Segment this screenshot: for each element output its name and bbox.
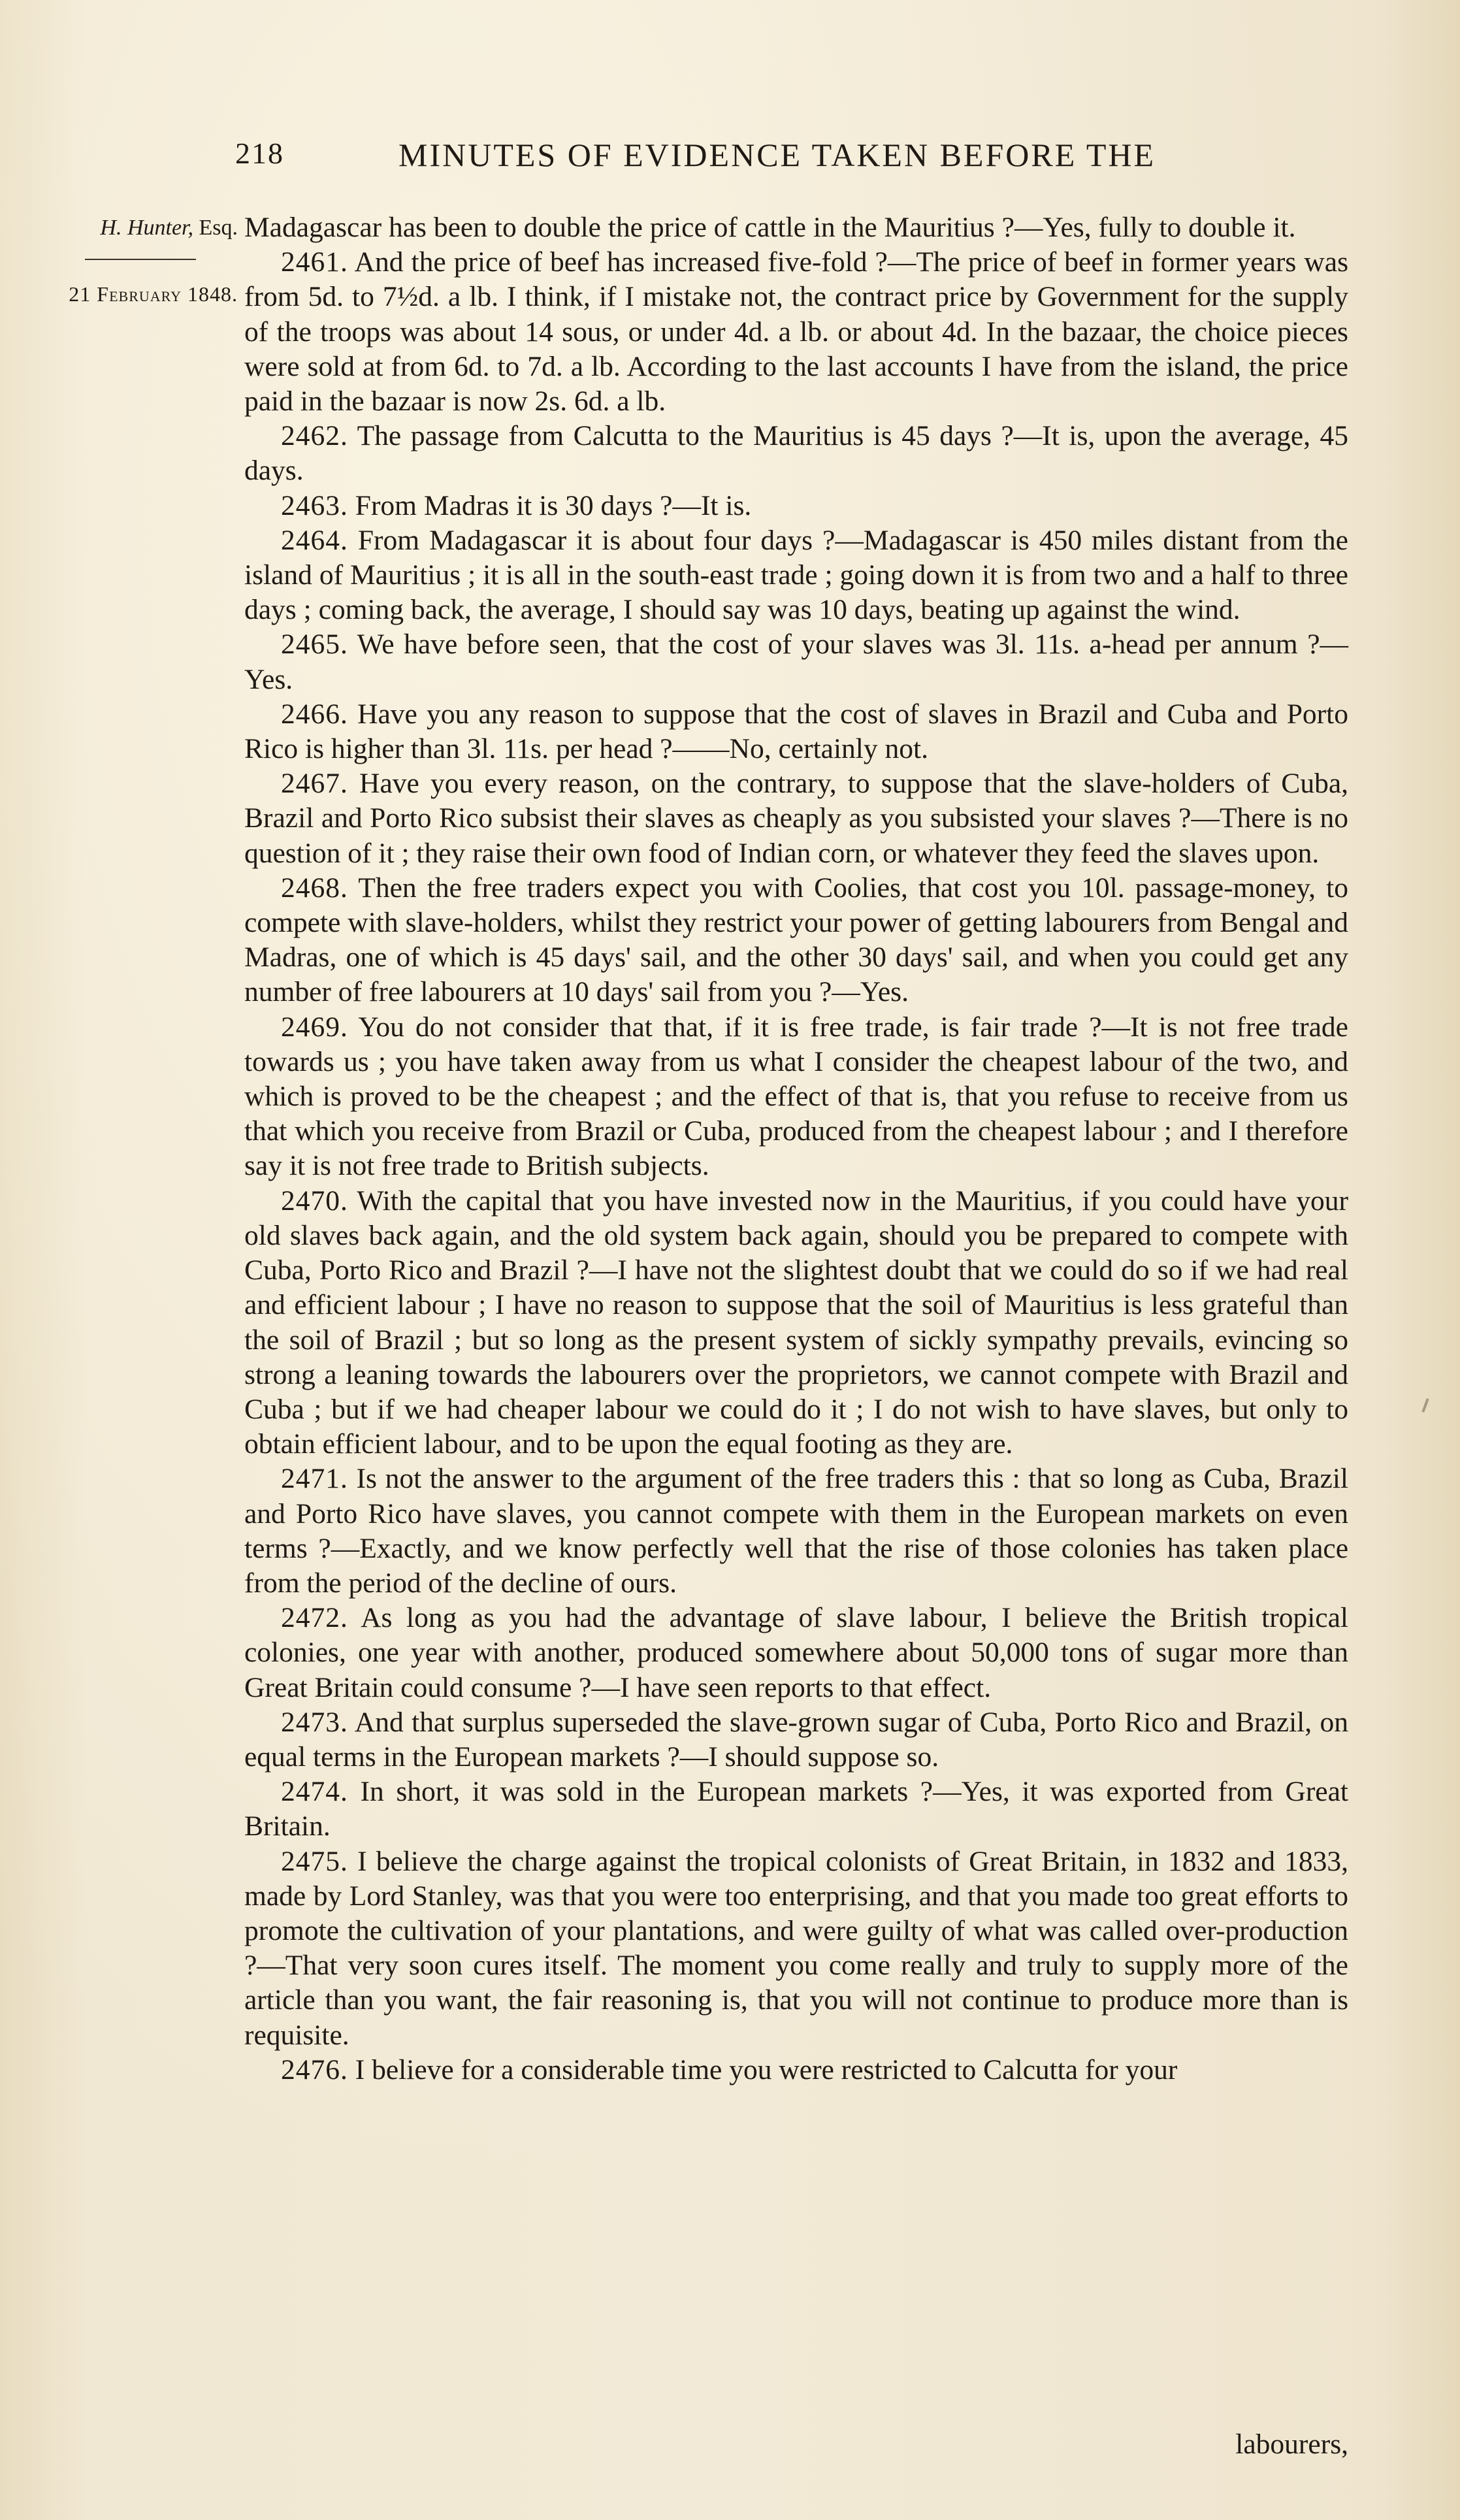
question-number: 2467.: [281, 768, 348, 800]
question-number: 2468.: [281, 872, 348, 904]
question-number: 2464.: [281, 524, 348, 556]
paragraph-text: In short, it was sold in the European markets ?—Yes, it was exported from Great Britain.: [244, 1776, 1349, 1842]
paragraph-text: With the capital that you have invested now in the Mauritius, if you could have your old slaves back again, and the old system back again, should you be prepared to compete with Cuba, Porto Rico and Brazil ?—I have not the slightest doubt that we could do so if we had real and efficient labour ; I have no reason to suppose that the soil of Mauritius is less grateful than the soil of Brazil ; but so long as the present system of sickly sympathy prevails, evincing so strong a leaning towards the labourers over the proprietors, we cannot compete with Brazil and Cuba ; but if we had cheaper labour we could do it ; I do not wish to have slaves, but only to obtain efficient labour, and to be upon the equal footing as they are.: [244, 1185, 1348, 1460]
question-number: 2476.: [281, 2054, 348, 2086]
paragraph: [244, 489, 1348, 523]
paragraph: [244, 1462, 1348, 1601]
question-number: 2475.: [281, 1845, 348, 1877]
date-margin-note: 21 February 1848.: [69, 282, 238, 306]
page-number: 218: [235, 137, 284, 170]
question-number: 2461.: [281, 246, 348, 278]
paragraph-text: You do not consider that that, if it is free trade, is fair trade ?—It is not free trade towards us ; you have taken away from us what I consider the cheapest labour of the two, and which is proved to be the cheapest ; and the effect of that is, that you refuse to receive from us that which you receive from Brazil or Cuba, produced from the cheapest labour ; and I therefore say it is not free trade to British subjects.: [244, 1011, 1348, 1182]
question-number: 2462.: [281, 420, 348, 452]
paragraph-text: I believe the charge against the tropical colonists of Great Britain, in 1832 and 1833, made by Lord Stanley, was that you were too enterprising, and that you made too great efforts to promote the cultivation of your plantations, and were guilty of what was called over-production ?—That very soon cures itself. The moment you come really and truly to supply more of the article than you want, the fair reasoning is, that you will not continue to produce more than is requisite.: [244, 1845, 1349, 2051]
paragraph-text: And the price of beef has increased five-fold ?—The price of beef in former years was from 5d. to 7½d. a lb. I think, if I mistake not, the contract price by Government for the supply of the troops was about 14 sous, or under 4d. a lb. or about 4d. In the bazaar, the choice pieces were sold at from 6d. to 7d. a lb. According to the last accounts I have from the island, the price paid in the bazaar is now 2s. 6d. a lb.: [244, 246, 1348, 417]
paragraph: [244, 419, 1348, 488]
running-title: MINUTES OF EVIDENCE TAKEN BEFORE THE: [398, 137, 1156, 173]
paragraph-text: We have before seen, that the cost of your slaves was 3l. 11s. a-head per annum ?—Yes.: [244, 629, 1348, 695]
paragraph: [244, 2053, 1348, 2087]
paragraph: [244, 871, 1348, 1010]
question-number: 2469.: [281, 1011, 348, 1043]
witness-name: H. Hunter,: [100, 216, 193, 240]
question-number: 2463.: [281, 489, 348, 521]
catchword: labourers,: [1235, 2429, 1348, 2460]
paragraph-text: Madagascar has been to double the price of cattle in the Mauritius ?—Yes, fully to double it.: [244, 212, 1296, 243]
paragraph: [244, 245, 1348, 419]
paragraph-text: Have you any reason to suppose that the cost of slaves in Brazil and Cuba and Porto Rico is higher than 3l. 11s. per head ?——No, certainly not.: [244, 698, 1349, 765]
paragraph-text: Have you every reason, on the contrary, to suppose that the slave-holders of Cuba, Brazil and Porto Rico subsist their slaves as cheaply as you subsisted your slaves ?—There is no question of it ; they raise their own food of Indian corn, or whatever they feed the slaves upon.: [244, 768, 1348, 869]
paragraph: [244, 1844, 1348, 2053]
paragraph: [244, 1184, 1348, 1462]
paragraph-text: From Madagascar it is about four days ?—Madagascar is 450 miles distant from the island of Mauritius ; it is all in the south-east trade ; going down it is from two and a half to three days ; coming back, the average, I should say was 10 days, beating up against the wind.: [244, 524, 1348, 626]
paragraph-text: Is not the answer to the argument of the free traders this : that so long as Cuba, Brazil and Porto Rico have slaves, you cannot compete with them in the European markets on even terms ?—Exactly, and we know perfectly well that the rise of those colonies has taken place from the period of the decline of ours.: [244, 1463, 1349, 1599]
paragraph-text: I believe for a considerable time you were restricted to Calcutta for your: [355, 2054, 1178, 2086]
paragraph: [244, 523, 1348, 628]
page-header: [235, 136, 1215, 182]
question-number: 2466.: [281, 698, 348, 730]
question-number: 2471.: [281, 1463, 348, 1495]
paragraph-text: Then the free traders expect you with Coolies, that cost you 10l. passage-money, to compete with slave-holders, whilst they restrict your power of getting labourers from Bengal and Madras, one of which is 45 days' sail, and the other 30 days' sail, and when you could get any number of free labourers at 10 days' sail from you ?—Yes.: [244, 872, 1349, 1008]
paragraph-text: From Madras it is 30 days ?—It is.: [355, 489, 752, 521]
paragraph: [244, 1010, 1348, 1184]
question-number: 2474.: [281, 1776, 348, 1808]
paragraph: [244, 627, 1348, 696]
paragraph: [244, 1705, 1348, 1775]
body-text: [244, 210, 1348, 2087]
paragraph: [244, 1601, 1348, 1705]
witness-suffix: Esq.: [193, 216, 238, 240]
paragraph: [244, 697, 1348, 766]
witness-margin-note: [35, 216, 238, 240]
paragraph: [244, 1775, 1348, 1844]
question-number: 2473.: [281, 1706, 348, 1738]
question-number: 2465.: [281, 629, 348, 661]
paragraph-text: As long as you had the advantage of slave labour, I believe the British tropical colonies, one year with another, produced somewhere about 50,000 tons of sugar more than Great Britain could consume ?—I have seen reports to that effect.: [244, 1602, 1348, 1703]
paper-blemish: [1421, 1398, 1429, 1413]
margin-divider: [85, 259, 196, 260]
paragraph: [244, 210, 1348, 245]
paragraph-text: The passage from Calcutta to the Mauritius is 45 days ?—It is, upon the average, 45 days.: [244, 420, 1349, 487]
question-number: 2470.: [281, 1185, 348, 1217]
question-number: 2472.: [281, 1602, 348, 1634]
paragraph: [244, 766, 1348, 871]
paragraph-text: And that surplus superseded the slave-grown sugar of Cuba, Porto Rico and Brazil, on equal terms in the European markets ?—I should suppose so.: [244, 1706, 1348, 1773]
